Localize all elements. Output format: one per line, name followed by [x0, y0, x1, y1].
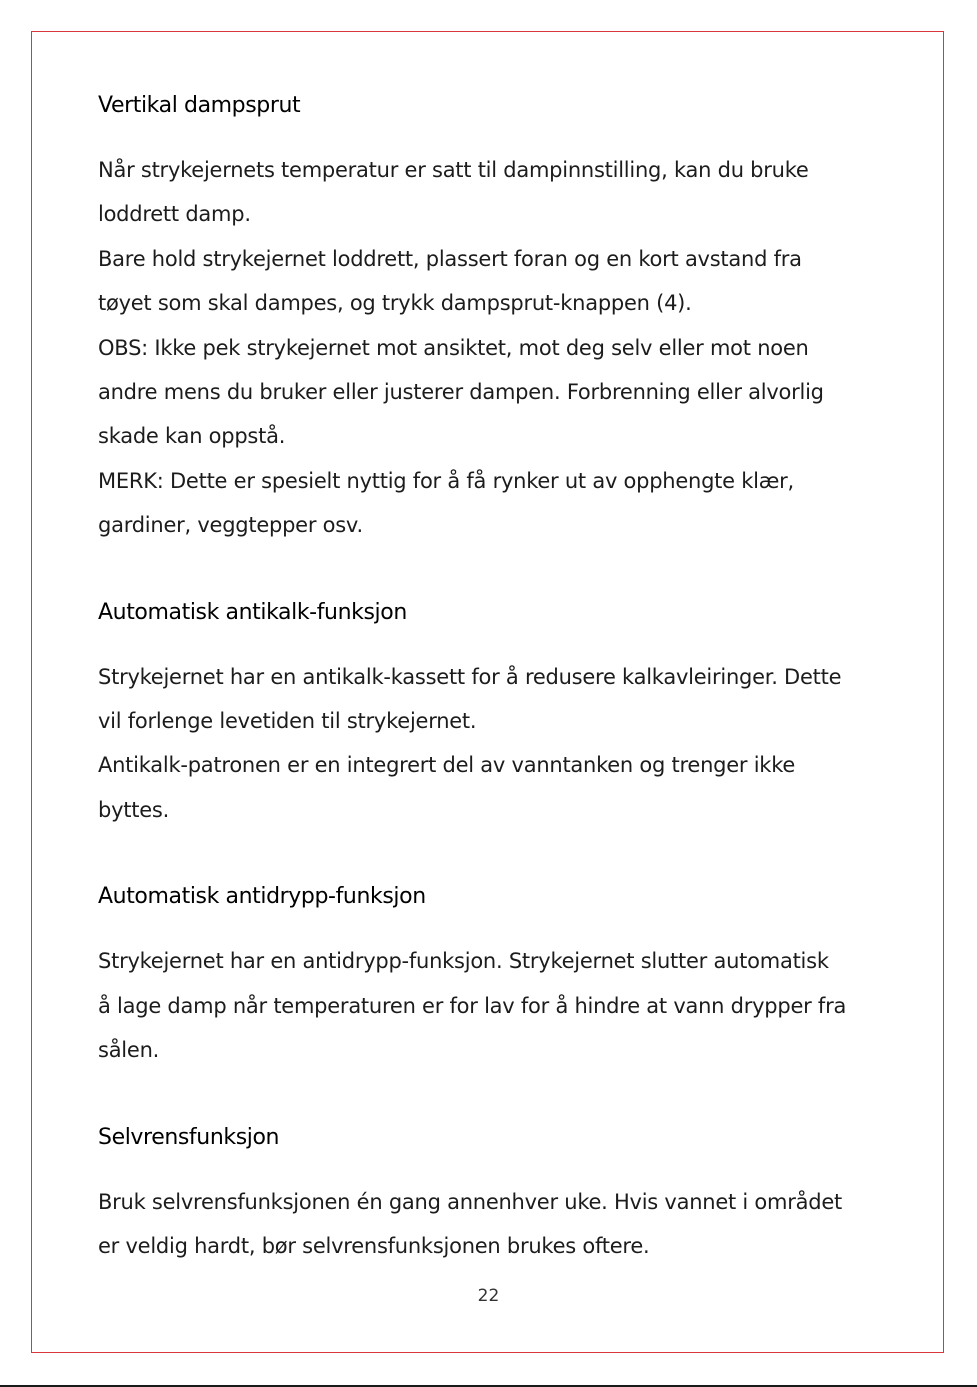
section-heading: Vertikal dampsprut [98, 93, 301, 118]
section-spacer [98, 1073, 898, 1116]
section-vertical-steam [98, 84, 898, 548]
paragraph-line: andre mens du bruker eller justerer dampen. Forbrenning eller alvorlig [98, 380, 824, 405]
paragraph-line: er veldig hardt, bør selvrensfunksjonen brukes oftere. [98, 1233, 650, 1258]
paragraph-line: Antikalk-patronen er en integrert del av vanntanken og trenger ikke [98, 753, 796, 778]
paragraph-line: Bare hold strykejernet loddrett, plassert foran og en kort avstand fra [98, 246, 802, 271]
section-heading: Automatisk antikalk-funksjon [98, 599, 407, 625]
paragraph-line: vil forlenge levetiden til strykejernet. [98, 709, 477, 734]
section-spacer [98, 548, 898, 591]
paragraph-line: skade kan oppstå. [98, 424, 286, 449]
paragraph-line: byttes. [98, 797, 170, 822]
paragraph-line: Når strykejernets temperatur er satt til dampinnstilling, kan du bruke [98, 158, 809, 182]
paragraph-line: OBS: Ikke pek strykejernet mot ansiktet, mot deg selv eller mot noen [98, 335, 809, 360]
section-heading: Automatisk antidrypp-funksjon [98, 884, 426, 910]
paragraph-line: gardiner, veggtepper osv. [98, 513, 363, 538]
paragraph-line: tøyet som skal dampes, og trykk dampsprut-knappen (4). [98, 291, 692, 316]
page-number: 22 [477, 1286, 500, 1306]
section-anti-calc [98, 591, 898, 833]
paragraph-line: MERK: Dette er spesielt nyttig for å få rynker ut av opphengte klær, [98, 468, 794, 493]
section-anti-drip [98, 875, 898, 1072]
section-heading: Selvrensfunksjon [98, 1124, 280, 1150]
section-self-clean [98, 1116, 898, 1269]
paragraph-line: loddrett damp. [98, 202, 251, 227]
paragraph-line: Strykejernet har en antikalk-kassett for å redusere kalkavleiringer. Dette [98, 664, 842, 689]
paragraph-line: å lage damp når temperaturen er for lav for å hindre at vann drypper fra [98, 993, 847, 1018]
document-body [98, 84, 898, 1268]
paragraph-line: Bruk selvrensfunksjonen én gang annenhver uke. Hvis vannet i området [98, 1189, 842, 1214]
paragraph-line: Strykejernet har en antidrypp-funksjon. Strykejernet slutter automatisk [98, 949, 829, 974]
section-spacer [98, 832, 898, 875]
paragraph-line: sålen. [98, 1038, 160, 1063]
